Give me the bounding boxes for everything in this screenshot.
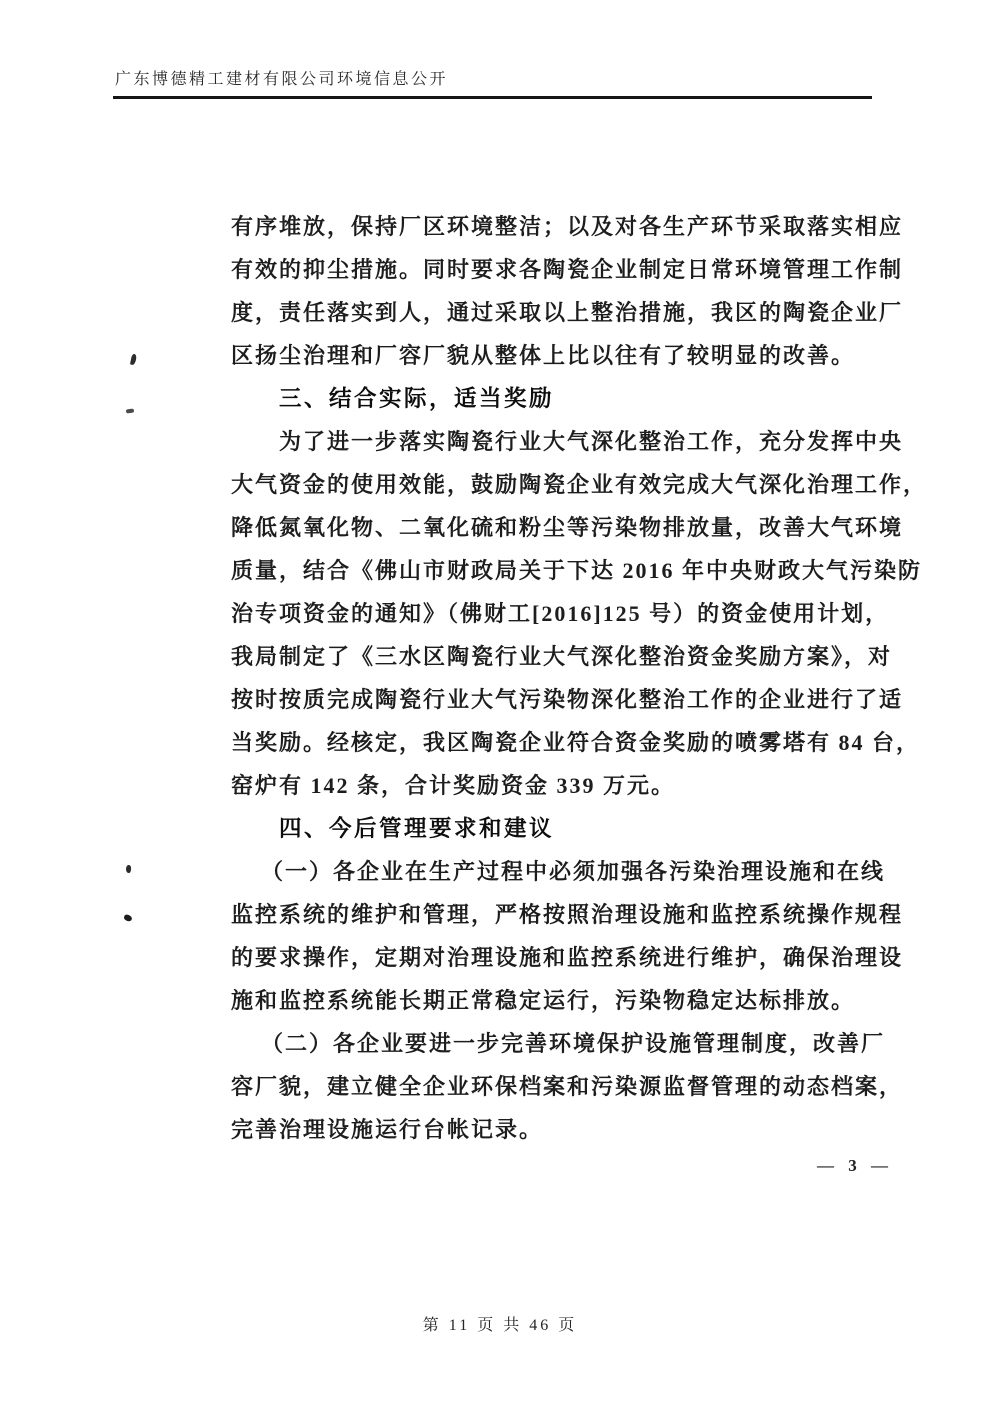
- text-line: 有效的抑尘措施。同时要求各陶瓷企业制定日常环境管理工作制: [231, 257, 904, 282]
- scan-artifact-mark: [130, 354, 137, 366]
- scan-artifact-mark: [126, 408, 134, 413]
- document-body: [231, 205, 928, 1151]
- text-line: 容厂貌，建立健全企业环保档案和污染源监督管理的动态档案，: [231, 1074, 904, 1099]
- text-line: 我局制定了《三水区陶瓷行业大气深化整治资金奖励方案》，对: [231, 644, 893, 669]
- text-line: 当奖励。经核定，我区陶瓷企业符合资金奖励的喷雾塔有 84 台，: [231, 730, 921, 755]
- text-line: 窑炉有 142 条，合计奖励资金 339 万元。: [231, 773, 676, 798]
- text-line: 降低氮氧化物、二氧化硫和粉尘等污染物排放量，改善大气环境: [231, 515, 904, 540]
- section-heading-4: 四、今后管理要求和建议: [279, 816, 555, 841]
- text-line: 完善治理设施运行台帐记录。: [231, 1117, 544, 1142]
- text-line: 施和监控系统能长期正常稳定运行，污染物稳定达标排放。: [231, 988, 856, 1013]
- text-line: 的要求操作，定期对治理设施和监控系统进行维护，确保治理设: [231, 945, 904, 970]
- text-line: （二）各企业要进一步完善环境保护设施管理制度，改善厂: [261, 1031, 886, 1056]
- page-number: — 3 —: [817, 1156, 893, 1175]
- text-line: 有序堆放，保持厂区环境整洁；以及对各生产环节采取落实相应: [231, 214, 904, 239]
- scan-artifact-mark: [126, 865, 132, 873]
- document-header-title: 广东博德精工建材有限公司环境信息公开: [115, 71, 449, 88]
- scan-artifact-mark: [123, 914, 132, 922]
- header-rule: [113, 96, 872, 99]
- section-heading-3: 三、结合实际，适当奖励: [279, 386, 555, 411]
- text-line: 度，责任落实到人，通过采取以上整治措施，我区的陶瓷企业厂: [231, 300, 904, 325]
- text-line: （一）各企业在生产过程中必须加强各污染治理设施和在线: [261, 859, 886, 884]
- text-line: 大气资金的使用效能，鼓励陶瓷企业有效完成大气深化治理工作，: [231, 472, 928, 497]
- footer-pagination: 第 11 页 共 46 页: [422, 1317, 578, 1334]
- text-line: 为了进一步落实陶瓷行业大气深化整治工作，充分发挥中央: [279, 429, 904, 454]
- text-line: 监控系统的维护和管理，严格按照治理设施和监控系统操作规程: [231, 902, 904, 927]
- text-line: 治专项资金的通知》（佛财工[2016]125 号）的资金使用计划，: [231, 601, 890, 626]
- text-line: 按时按质完成陶瓷行业大气污染物深化整治工作的企业进行了适: [231, 687, 904, 712]
- text-line: 质量，结合《佛山市财政局关于下达 2016 年中央财政大气污染防: [231, 558, 923, 583]
- text-line: 区扬尘治理和厂容厂貌从整体上比以往有了较明显的改善。: [231, 343, 856, 368]
